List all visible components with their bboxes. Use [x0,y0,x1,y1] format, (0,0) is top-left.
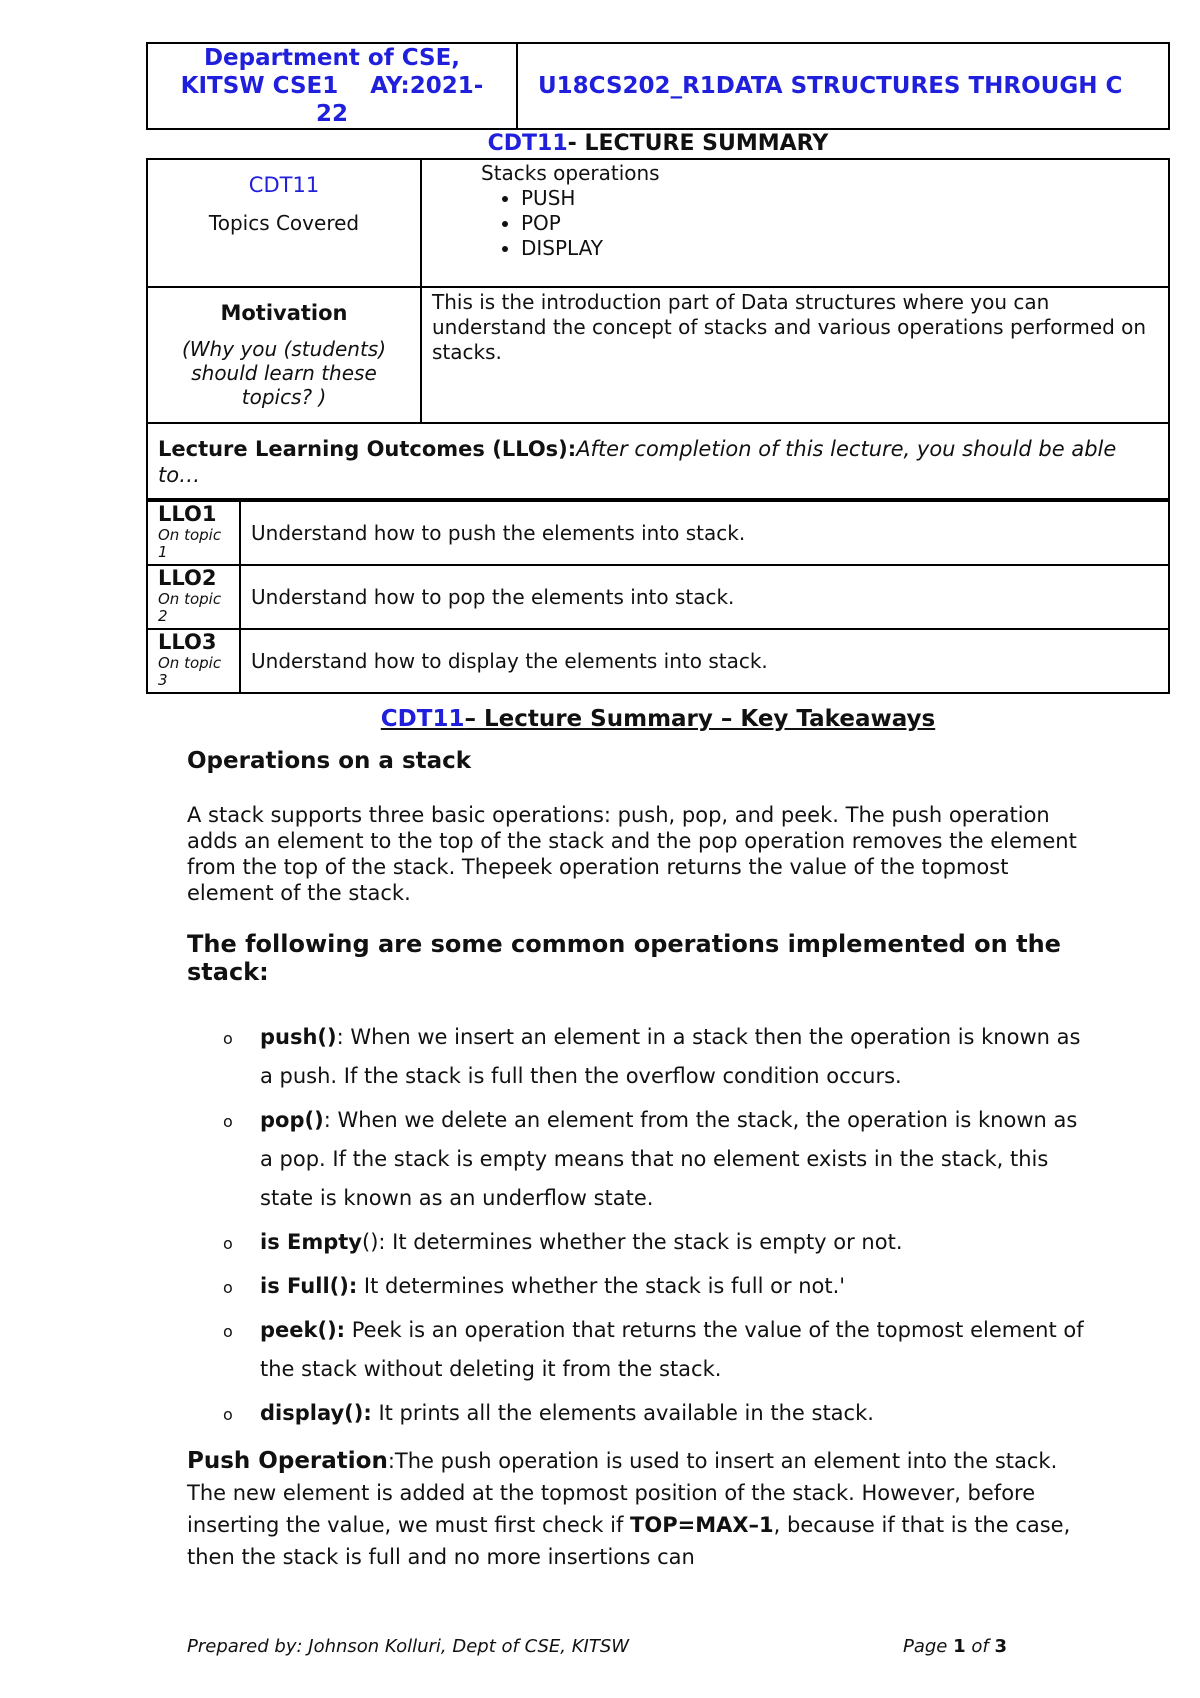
operation-item [187,1101,1087,1218]
topics-content-cell [421,159,1169,287]
llo-label-cell [147,629,240,693]
motivation-sub: (Why you (students) should learn these topics? ) [181,337,387,409]
llo-text: Understand how to display the elements into stack. [240,629,1169,693]
operation-desc: It prints all the elements available in the stack. [371,1401,874,1425]
topics-heading: Stacks operations [481,161,660,185]
course-title: U18CS202_R1DATA STRUCTURES THROUGH C [517,43,1169,129]
summary-title-rest: - LECTURE SUMMARY [567,131,829,156]
llo-label: LLO2 [158,566,217,590]
llo-intro-cell [147,423,1169,499]
operations-heading: Operations on a stack [187,748,472,774]
operation-desc: It determines whether the stack is full or not.' [357,1274,846,1298]
llo-intro-bold: Lecture Learning Outcomes (LLOs): [158,437,577,461]
bullet-marker: o [223,1029,233,1048]
prepared-by: Prepared by: Johnson Kolluri, Dept of CSE, KITSW [187,1636,630,1657]
operation-item [187,1394,1087,1433]
operation-desc: : When we insert an element in a stack then the operation is known as a push. If the stack is full then the overflow condition occurs. [260,1025,1081,1088]
operation-name: display(): [260,1401,372,1425]
summary-code: CDT11 [487,131,568,156]
llo-sub-num: 2 [158,607,168,625]
push-operation-paragraph [187,1445,1087,1573]
operation-name: is Empty [260,1230,362,1254]
llo-sub: On topic [158,526,222,544]
llo-sub-num: 1 [158,543,168,561]
llo-text: Understand how to pop the elements into stack. [240,565,1169,629]
push-operation-text: :The push operation is used to insert an element into the stack. The new element is added at the topmost position of the stack. However, before inserting the value, we must first check if [187,1449,1058,1537]
llo-intro-italic: After completion of this lecture, you should be able to… [158,437,1117,487]
department-line-1: Department of CSE, [203,45,461,71]
takeaways-code: CDT11 [380,706,465,732]
key-takeaways-title [146,706,1170,732]
page-footer [187,1636,1007,1657]
page-number [903,1636,1007,1657]
llo-sub: On topic [158,654,222,672]
llo-label: LLO1 [158,502,217,526]
department-cell [147,43,517,129]
push-operation-text-end: , because if that is the case, then the stack is full and no more insertions can [187,1513,1071,1569]
operation-name: pop() [260,1108,324,1132]
topic-item: • POP [521,211,1167,236]
topics-label: Topics Covered [208,211,360,235]
of-word: of [971,1636,989,1657]
llo-text: Understand how to push the elements into stack. [240,501,1169,565]
llo-label-cell [147,501,240,565]
department-line-3: 22 [315,101,348,127]
operation-item [187,1267,1087,1306]
bullet-marker: o [223,1405,233,1424]
page-total: 3 [994,1636,1007,1657]
bullet-marker: o [223,1112,233,1131]
operation-name: push() [260,1025,337,1049]
llo-label: LLO3 [158,630,217,654]
topics-list [481,186,1167,261]
llo-label-cell [147,565,240,629]
llo-sub: On topic [158,590,222,608]
bullet-marker: o [223,1322,233,1341]
operation-item [187,1018,1087,1096]
page-word: Page [902,1636,948,1657]
motivation-text: This is the introduction part of Data structures where you can understand the concept of stacks and various operations performed on stacks. [421,287,1169,423]
bullet-marker: o [223,1234,233,1253]
common-operations-heading: The following are some common operations implemented on the stack: [187,930,1061,986]
push-operation-condition: TOP=MAX–1 [630,1513,774,1537]
operations-paragraph: A stack supports three basic operations: push, pop, and peek. The push operation adds an element to the top of the stack and the pop operation removes the element from the top of the stack. Thepeek operation returns the value of the topmost element of the stack. [187,803,1077,905]
topics-code: CDT11 [248,173,320,197]
lecture-body [187,748,1087,1573]
takeaways-title-rest: – Lecture Summary – Key Takeaways [464,706,936,732]
operations-list [187,1018,1087,1433]
operation-desc: (): It determines whether the stack is empty or not. [362,1230,903,1254]
operation-item [187,1311,1087,1389]
lecture-summary-title [146,130,1170,158]
operation-desc: : When we delete an element from the stack, the operation is known as a pop. If the stack is empty means that no element exists in the stack, this state is known as an underflow state. [260,1108,1078,1210]
push-operation-label: Push Operation [187,1448,388,1474]
motivation-label-cell [147,287,421,423]
topic-item: • DISPLAY [521,236,1167,261]
llo-sub-num: 3 [158,671,168,689]
operation-item [187,1223,1087,1262]
header-table [146,42,1170,130]
operation-desc: Peek is an operation that returns the value of the topmost element of the stack without deleting it from the stack. [260,1318,1084,1381]
topic-item: • PUSH [521,186,1167,211]
summary-table [146,158,1170,500]
operation-name: peek(): [260,1318,346,1342]
topics-label-cell [147,159,421,287]
page-current: 1 [953,1636,966,1657]
department-line-2: KITSW CSE1 AY:2021- [180,73,484,99]
operation-name: is Full(): [260,1274,358,1298]
llo-table [146,500,1170,694]
motivation-label: Motivation [220,301,348,325]
bullet-marker: o [223,1278,233,1297]
